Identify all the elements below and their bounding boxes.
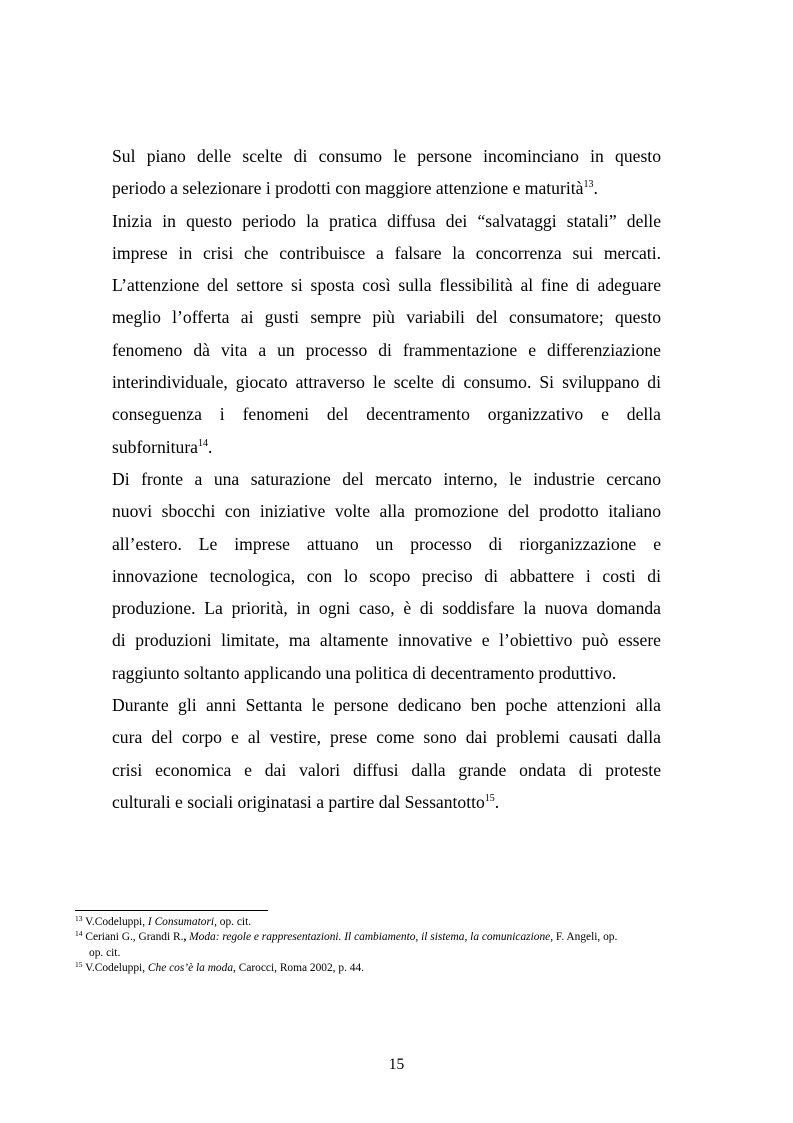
endnote-ref: 15: [484, 792, 495, 804]
text-line: L’attenzione del settore si sposta così sulla flessibilità al fine di adeguare: [112, 275, 661, 296]
footnote: [75, 930, 720, 961]
text-line: all’estero. Le imprese attuano un processo di riorganizzazione e: [112, 533, 661, 554]
footnote-rest: , Carocci, Roma 2002, p. 44.: [233, 962, 365, 975]
footnote-author: Ceriani G., Grandi R.: [85, 931, 184, 944]
footnote-number: 15: [75, 960, 83, 970]
footnote-rest: , F. Angeli, op.: [550, 931, 618, 944]
text-line: cura del corpo e al vestire, prese come sono dai problemi causati dalla: [112, 727, 661, 748]
footnote-author: V.Codeluppi,: [85, 916, 148, 928]
footnote: [75, 961, 720, 976]
footnotes: [75, 915, 720, 977]
text-line: raggiunto soltanto applicando una politica di decentramento produttivo.: [112, 662, 617, 683]
text-line: [112, 172, 661, 204]
text-line: interindividuale, giocato attraverso le scelte di consumo. Si sviluppano di: [112, 372, 661, 393]
text-punct: .: [208, 436, 213, 457]
text-line-content: culturali e sociali originatasi a partire dal Sessantotto: [112, 791, 485, 812]
footnote-title: I Consumatori: [147, 916, 215, 928]
text-line: meglio l’offerta ai gusti sempre più variabili del consumatore; questo: [112, 307, 661, 328]
footnote-rest: , op. cit.: [214, 916, 252, 928]
text-line: [112, 786, 661, 818]
text-line: crisi economica e dai valori diffusi dalla grande ondata di proteste: [112, 759, 661, 780]
text-punct: .: [593, 178, 598, 199]
footnote-number: 14: [75, 929, 83, 939]
text-line: nuovi sbocchi con iniziative volte alla promozione del prodotto italiano: [112, 501, 661, 522]
footnote: [75, 915, 720, 930]
footnote-author: V.Codeluppi,: [85, 962, 148, 975]
text-line: Sul piano delle scelte di consumo le persone incominciano in questo: [112, 146, 661, 166]
footnote-continuation: op. cit.: [89, 946, 121, 959]
text-line: innovazione tecnologica, con lo scopo preciso di abbattere i costi di: [112, 565, 661, 586]
text-punct: .: [494, 791, 500, 812]
text-line: Di fronte a una saturazione del mercato interno, le industrie cercano: [112, 468, 661, 489]
text-line: fenomeno dà vita a un processo di frammentazione e differenziazione: [112, 339, 661, 360]
text-line-content: periodo a selezionare i prodotti con maggiore attenzione e maturità: [112, 178, 584, 199]
endnote-ref: 13: [583, 179, 594, 191]
footnote-title: Che cos’è la moda: [147, 962, 234, 975]
footnote-number: 13: [75, 914, 83, 923]
page-number: 15: [388, 1056, 405, 1073]
footnote-separator: [75, 910, 268, 911]
text-line: Durante gli anni Settanta le persone dedicano ben poche attenzioni alla: [112, 695, 661, 716]
body-text: [112, 140, 661, 818]
text-line: imprese in crisi che contribuisce a falsare la concorrenza sui mercati.: [112, 242, 661, 263]
text-line: produzione. La priorità, in ogni caso, è di soddisfare la nuova domanda: [112, 598, 661, 619]
text-line: [112, 431, 661, 463]
text-line: conseguenza i fenomeni del decentramento organizzativo e della: [112, 404, 661, 425]
text-line: Inizia in questo periodo la pratica diffusa dei “salvataggi statali” delle: [112, 210, 661, 231]
text-line: di produzioni limitate, ma altamente innovative e l’obiettivo può essere: [112, 630, 661, 651]
footnote-title: Moda: regole e rappresentazioni. Il cambiamento, il sistema, la comunicazione: [189, 931, 551, 944]
text-line-content: subfornitura: [112, 436, 198, 457]
footnote-sep: ,: [183, 931, 190, 944]
endnote-ref: 14: [198, 437, 208, 449]
